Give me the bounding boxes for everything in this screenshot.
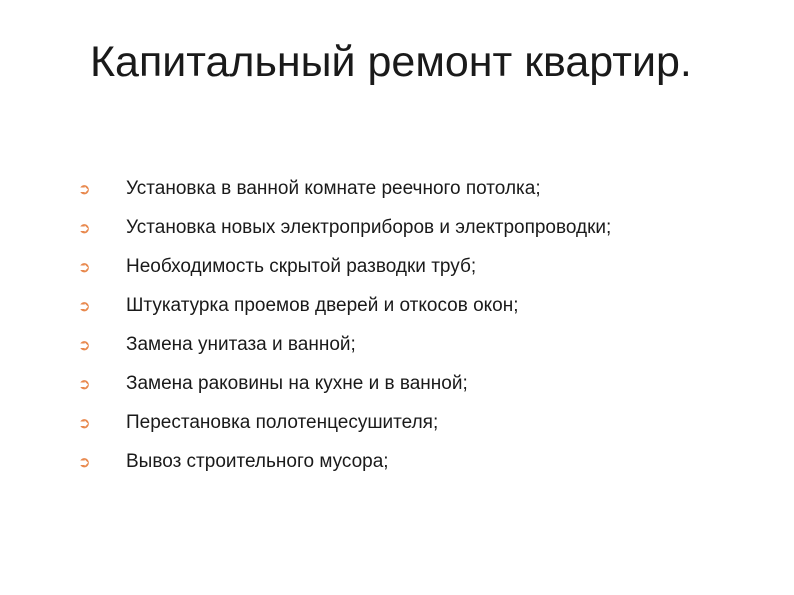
curved-arrow-right-icon: ➲ (78, 413, 91, 432)
curved-arrow-right-icon: ➲ (78, 335, 91, 354)
list-item (74, 286, 611, 325)
curved-arrow-right-icon: ➲ (78, 218, 91, 237)
list-item (74, 247, 611, 286)
list-item (74, 325, 611, 364)
curved-arrow-right-icon: ➲ (78, 257, 91, 276)
curved-arrow-right-icon: ➲ (78, 179, 91, 198)
list-item-text: Штукатурка проемов дверей и откосов окон; (126, 294, 519, 316)
list-item-text: Установка новых электроприборов и электропроводки; (126, 216, 612, 238)
list-item-text: Необходимость скрытой разводки труб; (126, 255, 477, 277)
list-item (74, 169, 611, 208)
bullet-list (74, 169, 611, 481)
list-item (74, 364, 611, 403)
list-item-text: Замена унитаза и ванной; (126, 333, 356, 355)
list-item-text: Замена раковины на кухне и в ванной; (126, 372, 468, 394)
list-item-text: Перестановка полотенцесушителя; (126, 411, 439, 433)
list-item-text: Вывоз строительного мусора; (126, 450, 389, 472)
list-item (74, 403, 611, 442)
curved-arrow-right-icon: ➲ (78, 452, 91, 471)
list-item (74, 208, 611, 247)
list-item-text: Установка в ванной комнате реечного потолка; (126, 177, 541, 199)
slide-title: Капитальный ремонт квартир. (90, 38, 692, 86)
list-item (74, 442, 611, 481)
curved-arrow-right-icon: ➲ (78, 374, 91, 393)
curved-arrow-right-icon: ➲ (78, 296, 91, 315)
